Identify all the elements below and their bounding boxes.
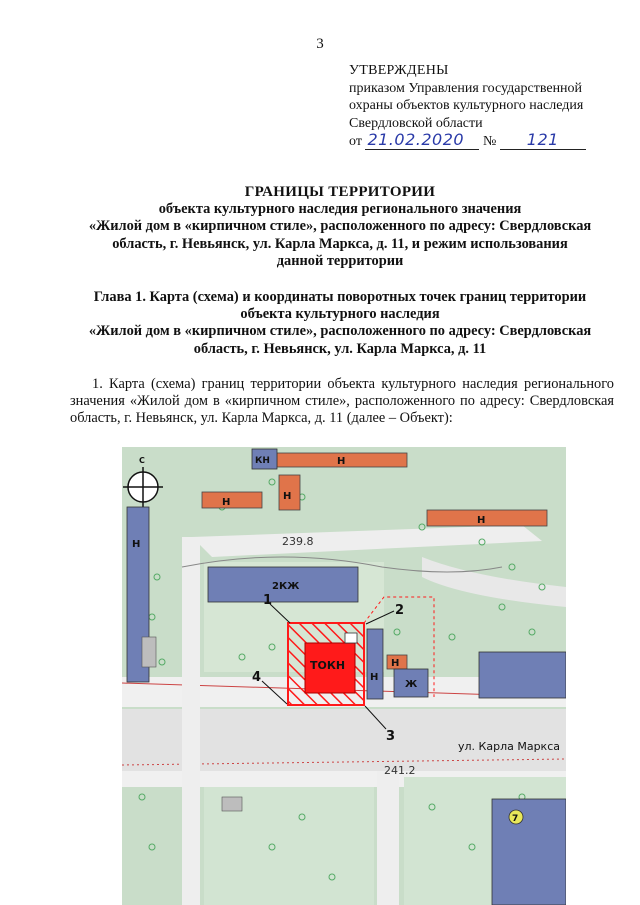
structure-2 <box>222 797 242 811</box>
page-number: 3 <box>316 36 324 52</box>
elevation-label-2: 241.2 <box>384 764 416 777</box>
building-south-east <box>492 799 566 905</box>
label-n-west: Н <box>132 539 141 550</box>
label-n-5: Н <box>391 658 400 669</box>
object-annex <box>345 633 357 643</box>
building-n-adjacent <box>367 629 383 699</box>
chapter-line-3: «Жилой дом в «кирпичном стиле», расположенного по адресу: Свердловская <box>88 323 592 340</box>
label-n-3: Н <box>222 497 231 508</box>
point-3-label: 3 <box>386 729 396 744</box>
point-2-label: 2 <box>395 603 405 618</box>
building-n-3 <box>202 492 262 508</box>
territory-map <box>122 447 566 905</box>
approval-line-1: приказом Управления государственной <box>349 80 583 96</box>
point-4-label: 4 <box>252 670 262 685</box>
number-label: № <box>482 134 497 149</box>
label-n-adjacent: Н <box>370 672 379 683</box>
chapter-line-1: Глава 1. Карта (схема) и координаты поворотных точек границ территории <box>93 289 587 305</box>
side-road-south <box>377 771 399 905</box>
map-svg <box>122 447 566 905</box>
title-line-1: ГРАНИЦЫ ТЕРРИТОРИИ <box>244 184 436 200</box>
label-zh: Ж <box>405 679 418 690</box>
document-title <box>60 184 620 270</box>
structure-1 <box>142 637 156 667</box>
street-label: ул. Карла Маркса <box>458 740 560 753</box>
building-n-4 <box>427 510 547 526</box>
label-n-top: Н <box>337 456 346 467</box>
building-east <box>479 652 566 698</box>
chapter-line-2: объекта культурного наследия <box>240 306 440 323</box>
approval-line-3: Свердловской области <box>349 115 483 131</box>
handwritten-date: 21.02.2020 <box>367 130 465 149</box>
approval-date-number-row <box>349 132 586 151</box>
chapter-heading <box>60 289 620 358</box>
label-n-4: Н <box>477 515 486 526</box>
approval-line-2: охраны объектов культурного наследия <box>349 98 584 113</box>
approval-block <box>349 62 586 151</box>
side-road-west <box>182 537 200 905</box>
title-line-2: объекта культурного наследия регионального значения <box>158 201 522 218</box>
elevation-label-1: 239.8 <box>282 535 314 548</box>
approval-heading: УТВЕРЖДЕНЫ <box>349 63 449 78</box>
body-paragraph: 1. Карта (схема) границ территории объекта культурного наследия регионального значения «Жилой дом в «кирпичном стиле», расположенного по адресу: Свердловская область, г. Невьянск, ул. Карла Маркса, д. 11 (далее – Объект): <box>70 376 614 426</box>
point-1-label: 1 <box>263 593 273 608</box>
label-kn: КН <box>255 456 270 466</box>
label-n-2: Н <box>283 491 292 502</box>
label-tokn: ТОКН <box>310 659 346 672</box>
compass-north-label: С <box>139 456 145 465</box>
title-line-3: «Жилой дом в «кирпичном стиле», расположенного по адресу: Свердловская <box>88 218 592 235</box>
number-field <box>500 132 586 150</box>
handwritten-number: 121 <box>526 130 559 149</box>
date-field <box>365 132 479 150</box>
title-line-4: область, г. Невьянск, ул. Карла Маркса, д. 11, и режим использования <box>112 235 568 252</box>
label-2kzh: 2КЖ <box>272 581 300 592</box>
from-label: от <box>349 134 362 149</box>
chapter-line-4: область, г. Невьянск, ул. Карла Маркса, д. 11 <box>193 340 487 357</box>
circle-marker-label: 7 <box>512 814 519 824</box>
title-line-5: данной территории <box>276 252 404 269</box>
